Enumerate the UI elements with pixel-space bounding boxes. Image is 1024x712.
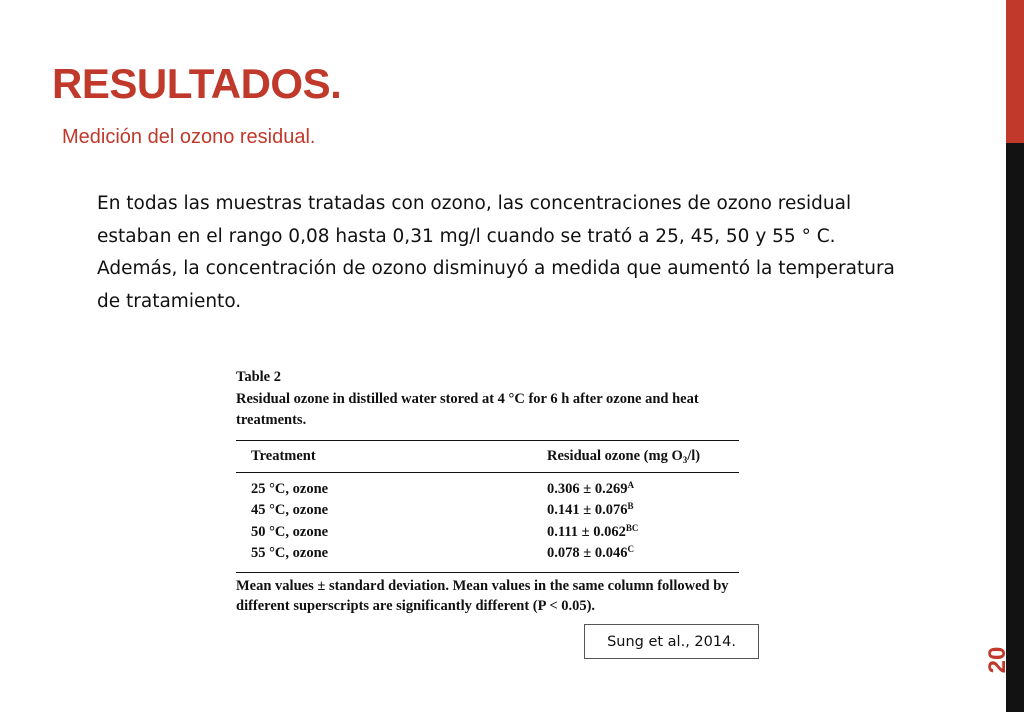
cell-residual-ozone (547, 545, 739, 562)
header-treatment: Treatment (251, 448, 316, 464)
page-number: 20 (984, 646, 1011, 674)
cell-treatment: 45 °C, ozone (251, 502, 329, 519)
body-paragraph: En todas las muestras tratadas con ozono, las concentraciones de ozono residual estaban en el rango 0,08 hasta 0,31 mg/l cuando se trató a 25, 45, 50 y 55 ° C. Además, la concentración de ozono disminuyó a medida que aumentó la temperatura de tratamiento. (97, 193, 895, 312)
cell-treatment: 55 °C, ozone (251, 545, 329, 562)
table-row (236, 479, 739, 500)
cell-treatment: 25 °C, ozone (251, 481, 329, 498)
cell-value: 0.141 ± 0.076 (547, 502, 628, 519)
header-residual-ozone (547, 448, 739, 465)
table-footnote: Mean values ± standard deviation. Mean values in the same column followed by different superscripts are significantly different (P < 0.05). (236, 578, 729, 615)
cell-superscript: BC (625, 522, 639, 533)
header-residual-suffix: /l) (687, 448, 701, 464)
cell-superscript: A (627, 480, 634, 491)
table-row (236, 522, 739, 543)
table-label: Table 2 (236, 369, 281, 385)
table-figure (236, 367, 739, 616)
accent-bar-dark (1006, 143, 1024, 712)
cell-residual-ozone (547, 481, 739, 498)
header-residual-sub: 3 (682, 455, 688, 465)
slide-title: RESULTADOS. (52, 60, 342, 107)
table-caption: Residual ozone in distilled water stored at 4 °C for 6 h after ozone and heat treatments. (236, 391, 699, 428)
table-rule-bottom (236, 572, 739, 573)
cell-residual-ozone (547, 502, 739, 519)
cell-value: 0.111 ± 0.062 (547, 523, 626, 540)
table-body (236, 473, 739, 572)
header-residual-prefix: Residual ozone (mg O (547, 448, 683, 464)
cell-superscript: C (627, 544, 634, 555)
cell-value: 0.306 ± 0.269 (547, 481, 628, 498)
table-row (236, 500, 739, 521)
table-header-row (236, 441, 739, 472)
cell-superscript: B (627, 501, 634, 512)
cell-value: 0.078 ± 0.046 (547, 545, 628, 562)
cell-treatment: 50 °C, ozone (251, 523, 329, 540)
citation-box: Sung et al., 2014. (584, 624, 759, 659)
accent-bar-red (1006, 0, 1024, 143)
table-row (236, 543, 739, 564)
cell-residual-ozone (547, 524, 739, 541)
slide-subtitle: Medición del ozono residual. (62, 126, 316, 148)
